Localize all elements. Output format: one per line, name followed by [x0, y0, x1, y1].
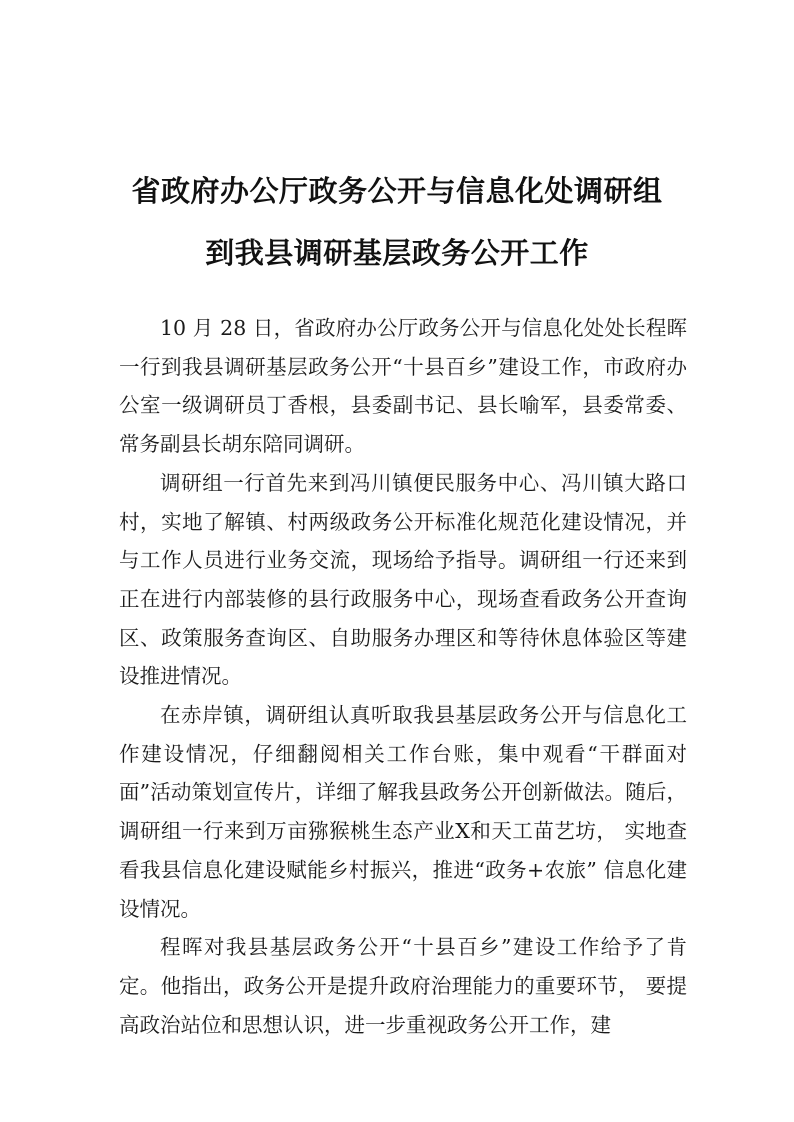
document-body [119, 309, 687, 1044]
paragraph-1: 10 月 28 日，省政府办公厅政务公开与信息化处处长程晖一行到我县调研基层政务公开“十县百乡”建设工作，市政府办公室一级调研员丁香根，县委副书记、县长喻军，县委常委、常务副县长胡东陪同调研。 [119, 316, 687, 457]
paragraph-2: 调研组一行首先来到冯川镇便民服务中心、冯川镇大路口村，实地了解镇、村两级政务公开标准化规范化建设情况，并与工作人员进行业务交流，现场给予指导。调研组一行还来到正在进行内部装修的县行政服务中心，现场查看政务公开查询区、政策服务查询区、自助服务办理区和等待休息体验区等建设推进情况。 [119, 470, 687, 689]
paragraph-3: 在赤岸镇，调研组认真听取我县基层政务公开与信息化工作建设情况，仔细翻阅相关工作台账，集中观看“干群面对面”活动策划宣传片，详细了解我县政务公开创新做法。随后，调研组一行来到万亩猕猴桃生态产业X和天工苗艺坊， 实地查看我县信息化建设赋能乡村振兴，推进“政务+农旅” 信息化建设情况。 [119, 703, 687, 921]
title-line-1: 省政府办公厅政务公开与信息化处调研组 [131, 174, 663, 208]
document-title [0, 160, 794, 284]
paragraph-4: 程晖对我县基层政务公开“十县百乡”建设工作给予了肯定。他指出，政务公开是提升政府治理能力的重要环节， 要提高政治站位和思想认识，进一步重视政务公开工作，建 [119, 935, 687, 1037]
title-line-2: 到我县调研基层政务公开工作 [205, 236, 589, 270]
